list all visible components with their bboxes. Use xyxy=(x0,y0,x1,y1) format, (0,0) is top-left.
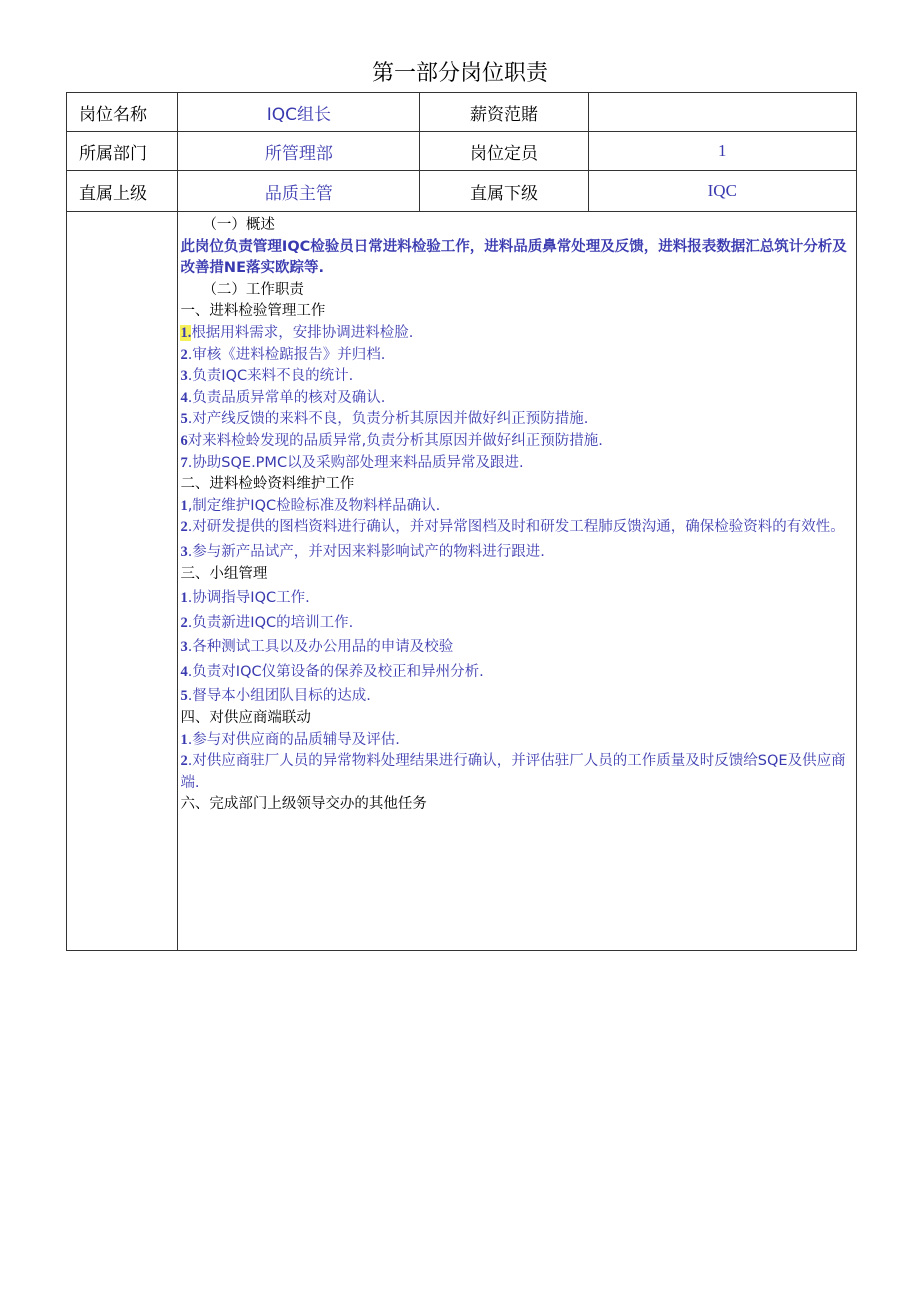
item-number: 4 xyxy=(180,389,188,406)
item-number: 1. xyxy=(180,324,192,341)
list-item xyxy=(180,409,854,431)
table-row xyxy=(67,171,857,212)
item-text: .审核《进料检踮报告》并归档. xyxy=(187,346,386,363)
list-item xyxy=(180,496,854,518)
value-department: 所管理部 xyxy=(178,132,420,171)
duties-cell xyxy=(178,212,857,951)
item-number: 1 xyxy=(180,590,188,607)
item-number: 1 xyxy=(180,731,188,748)
item-text: .负责新进IQC的培训工作. xyxy=(187,614,354,631)
list-item xyxy=(180,686,854,708)
job-info-table xyxy=(66,92,857,951)
list-item xyxy=(180,517,854,539)
list-item xyxy=(180,345,854,367)
item-text: .协调指导IQC工作. xyxy=(187,590,310,607)
section-title: 一、进料检验管理工作 xyxy=(180,303,326,320)
duties-heading: （二）工作职责 xyxy=(202,281,304,298)
table-row xyxy=(67,212,857,951)
overview-text: 此岗位负责管理IQC检验员日常进料检验工作，进料品质鼻常处理及反馈，进料报表数据汇总筑计分析及改善措NE落实欧踪等. xyxy=(180,238,847,277)
list-item xyxy=(180,730,854,752)
item-text: .对产线反馈的来料不良，负责分析其原因并做好纠正预防措施. xyxy=(187,411,589,428)
duties-content xyxy=(178,212,856,816)
item-number: 2 xyxy=(180,614,188,631)
list-item xyxy=(180,751,854,794)
section-title: 三、小组管理 xyxy=(180,565,268,582)
list-item xyxy=(180,662,854,684)
list-item xyxy=(180,366,854,388)
item-number: 5 xyxy=(180,411,188,428)
label-salary-range: 薪资范賭 xyxy=(420,93,588,132)
section-title: 二、进料检蛉资料维护工作 xyxy=(180,476,355,493)
item-number: 2 xyxy=(180,346,188,363)
item-text: 根据用料需求，安排协调进料检脸. xyxy=(191,324,414,341)
label-position-name: 岗位名称 xyxy=(67,93,178,132)
item-text: ,制定维护IQC检睑标准及物料样品确认. xyxy=(187,497,441,514)
page-title: 第一部分岗位职责 xyxy=(371,61,548,86)
label-department: 所属部门 xyxy=(67,132,178,171)
item-text: .对供应商驻厂人员的异常物料处理结果进行确认，并评估驻厂人员的工作质量及时反馈给SQE及供应商端. xyxy=(180,753,846,791)
label-direct-subordinate: 直属下级 xyxy=(420,171,588,212)
empty-left-cell xyxy=(67,212,178,951)
item-text: .督导本小组团队目标的达成. xyxy=(187,688,371,705)
value-headcount: 1 xyxy=(588,132,856,171)
list-item xyxy=(180,323,854,345)
table-row xyxy=(67,93,857,132)
item-number: 3 xyxy=(180,543,188,560)
item-text: .负责品质异常单的核对及确认. xyxy=(187,389,386,406)
value-salary-range xyxy=(588,93,856,132)
item-text: .负责IQC来料不良的统计. xyxy=(187,368,354,385)
item-number: 2 xyxy=(180,753,188,770)
item-number: 5 xyxy=(180,688,188,705)
item-number: 1 xyxy=(180,497,188,514)
value-direct-superior: 品质主管 xyxy=(178,171,420,212)
list-item xyxy=(180,588,854,610)
list-item xyxy=(180,542,854,564)
item-number: 7 xyxy=(180,454,188,471)
item-text: 对来料检蛉发现的品质异常,负责分析其原因并做好纠正预防措施. xyxy=(187,432,603,449)
item-text: .负责对IQC仪第设备的保养及校正和异州分析. xyxy=(187,663,484,680)
overview-heading: （一）概述 xyxy=(202,217,275,233)
list-item xyxy=(180,613,854,635)
item-number: 2 xyxy=(180,519,188,536)
list-item xyxy=(180,453,854,475)
item-text: .参与新产品试产，并对因来料影响试产的物料进行跟进. xyxy=(187,543,545,560)
item-number: 6 xyxy=(180,432,188,449)
item-text: .各种测试工具以及办公用品的申请及校验 xyxy=(187,639,454,656)
value-direct-subordinate: IQC xyxy=(588,171,856,212)
section-title: 四、对供应商端联动 xyxy=(180,710,311,727)
list-item xyxy=(180,637,854,659)
label-direct-superior: 直属上级 xyxy=(67,171,178,212)
table-row xyxy=(67,132,857,171)
section-title: 六、完成部门上级领导交办的其他任务 xyxy=(180,796,427,813)
item-text: .参与对供应商的品质辅导及评估. xyxy=(187,731,400,748)
item-number: 3 xyxy=(180,368,188,385)
item-number: 3 xyxy=(180,639,188,656)
item-text: .对研发提供的图档资料进行确认，并对异常图档及时和研发工程肺反馈沟通，确保检验资料的有效性。 xyxy=(187,519,845,536)
item-text: .协助SQE.PMC以及采购部处理来料品质异常及跟进. xyxy=(187,454,524,471)
label-headcount: 岗位定员 xyxy=(420,132,588,171)
item-number: 4 xyxy=(180,663,188,680)
list-item xyxy=(180,388,854,410)
value-position-name: IQC组长 xyxy=(178,93,420,132)
list-item xyxy=(180,431,854,453)
